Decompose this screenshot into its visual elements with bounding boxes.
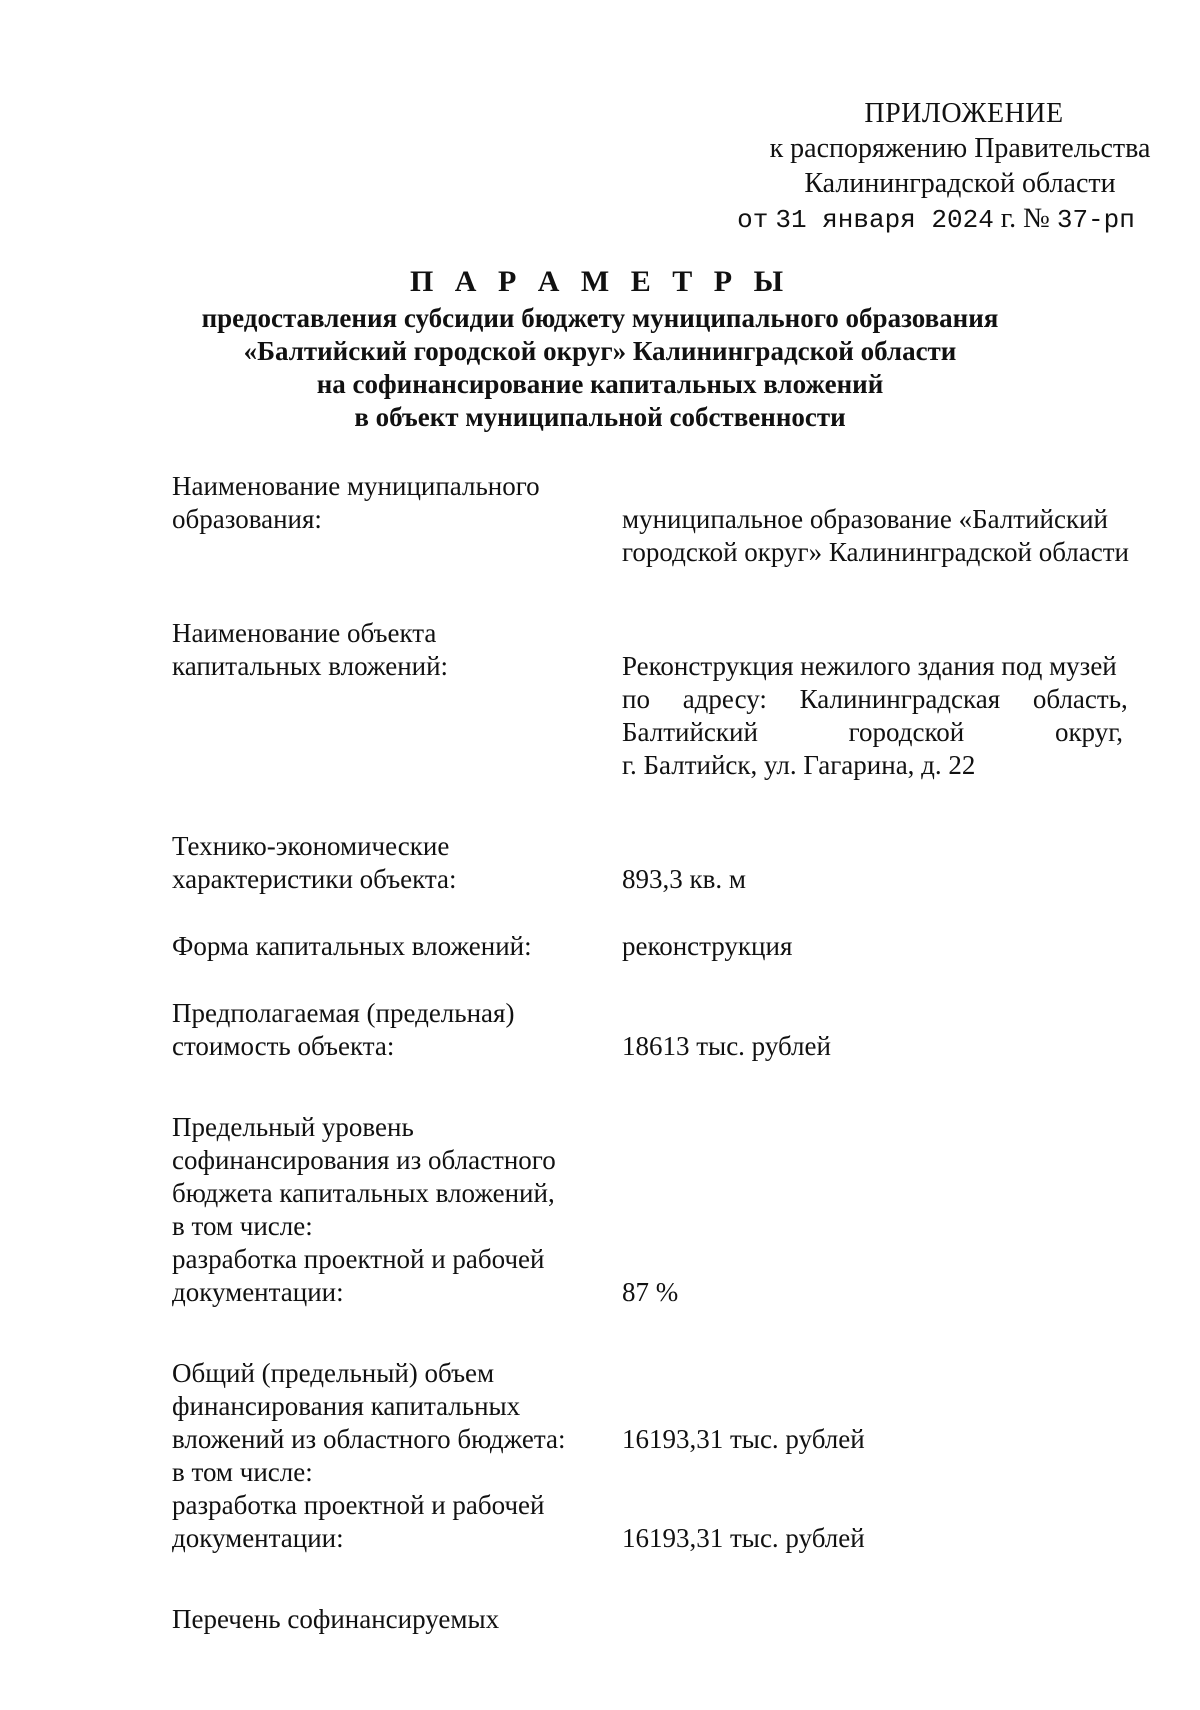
param-label: Наименование муниципального <box>172 471 540 501</box>
param-label: документации: <box>172 1523 344 1553</box>
appendix-line-2: Калининградской области <box>804 168 1116 199</box>
date-value: 31 января 2024 <box>775 205 994 235</box>
param-label: Перечень софинансируемых <box>172 1604 500 1634</box>
param-value: 16193,31 тыс. рублей <box>622 1424 865 1454</box>
param-label: Технико-экономические <box>172 831 450 861</box>
param-cofinanced-list <box>172 1603 1160 1636</box>
appendix-line-1: к распоряжению Правительства <box>769 133 1151 164</box>
param-form <box>172 930 1160 963</box>
heading-title: П А Р А М Е Т Р Ы <box>409 265 791 298</box>
param-value: 893,3 кв. м <box>622 864 746 894</box>
param-financing-volume <box>172 1357 1160 1555</box>
heading-sub-1: предоставления субсидии бюджету муниципального образования <box>201 303 999 333</box>
param-label: образования: <box>172 504 322 534</box>
param-label: стоимость объекта: <box>172 1031 395 1061</box>
param-value: реконструкция <box>622 931 793 961</box>
param-label: в том числе: <box>172 1211 313 1241</box>
param-label: в том числе: <box>172 1457 313 1487</box>
param-label: разработка проектной и рабочей <box>172 1244 545 1274</box>
param-tech <box>172 830 1160 896</box>
param-label: Предполагаемая (предельная) <box>172 998 515 1028</box>
appendix-title: ПРИЛОЖЕНИЕ <box>864 98 1064 129</box>
param-label: капитальных вложений: <box>172 651 449 681</box>
param-value: 18613 тыс. рублей <box>622 1031 831 1061</box>
param-object <box>172 617 1160 782</box>
param-cost <box>172 997 1160 1063</box>
param-label: финансирования капитальных <box>172 1391 521 1421</box>
param-value: г. Балтийск, ул. Гагарина, д. 22 <box>622 750 976 780</box>
document-heading <box>0 262 1200 434</box>
appendix-date-line <box>692 201 1180 238</box>
appendix-block <box>737 96 1180 238</box>
param-value: муниципальное образование «Балтийский <box>622 504 1108 534</box>
heading-sub-3: на софинансирование капитальных вложений <box>316 369 884 399</box>
param-value: по адресу: Калининградская область, <box>622 684 1128 714</box>
param-value: 16193,31 тыс. рублей <box>622 1523 865 1553</box>
heading-sub-2: «Балтийский городской округ» Калининградской области <box>243 336 957 366</box>
param-value: городской округ» Калининградской области <box>622 537 1130 567</box>
param-label: вложений из областного бюджета: <box>172 1424 566 1454</box>
param-label: документации: <box>172 1277 344 1307</box>
param-value: Реконструкция нежилого здания под музей <box>622 651 1117 681</box>
decree-number: 37-рп <box>1056 205 1135 235</box>
param-label: софинансирования из областного <box>172 1145 556 1175</box>
date-prefix: от <box>737 205 769 235</box>
param-label: Наименование объекта <box>172 618 437 648</box>
parameters-list <box>172 470 1160 1636</box>
param-value: Балтийский городской округ, <box>622 717 1123 747</box>
param-label: Общий (предельный) объем <box>172 1358 495 1388</box>
param-label: разработка проектной и рабочей <box>172 1490 545 1520</box>
heading-sub-4: в объект муниципальной собственности <box>354 402 846 432</box>
param-municipality <box>172 470 1160 569</box>
param-label: характеристики объекта: <box>172 864 457 894</box>
param-label: бюджета капитальных вложений, <box>172 1178 555 1208</box>
param-label: Предельный уровень <box>172 1112 414 1142</box>
param-cofinancing-level <box>172 1111 1160 1309</box>
param-label: Форма капитальных вложений: <box>172 931 532 961</box>
param-value: 87 % <box>622 1277 679 1307</box>
date-mid: г. № <box>1000 203 1050 234</box>
